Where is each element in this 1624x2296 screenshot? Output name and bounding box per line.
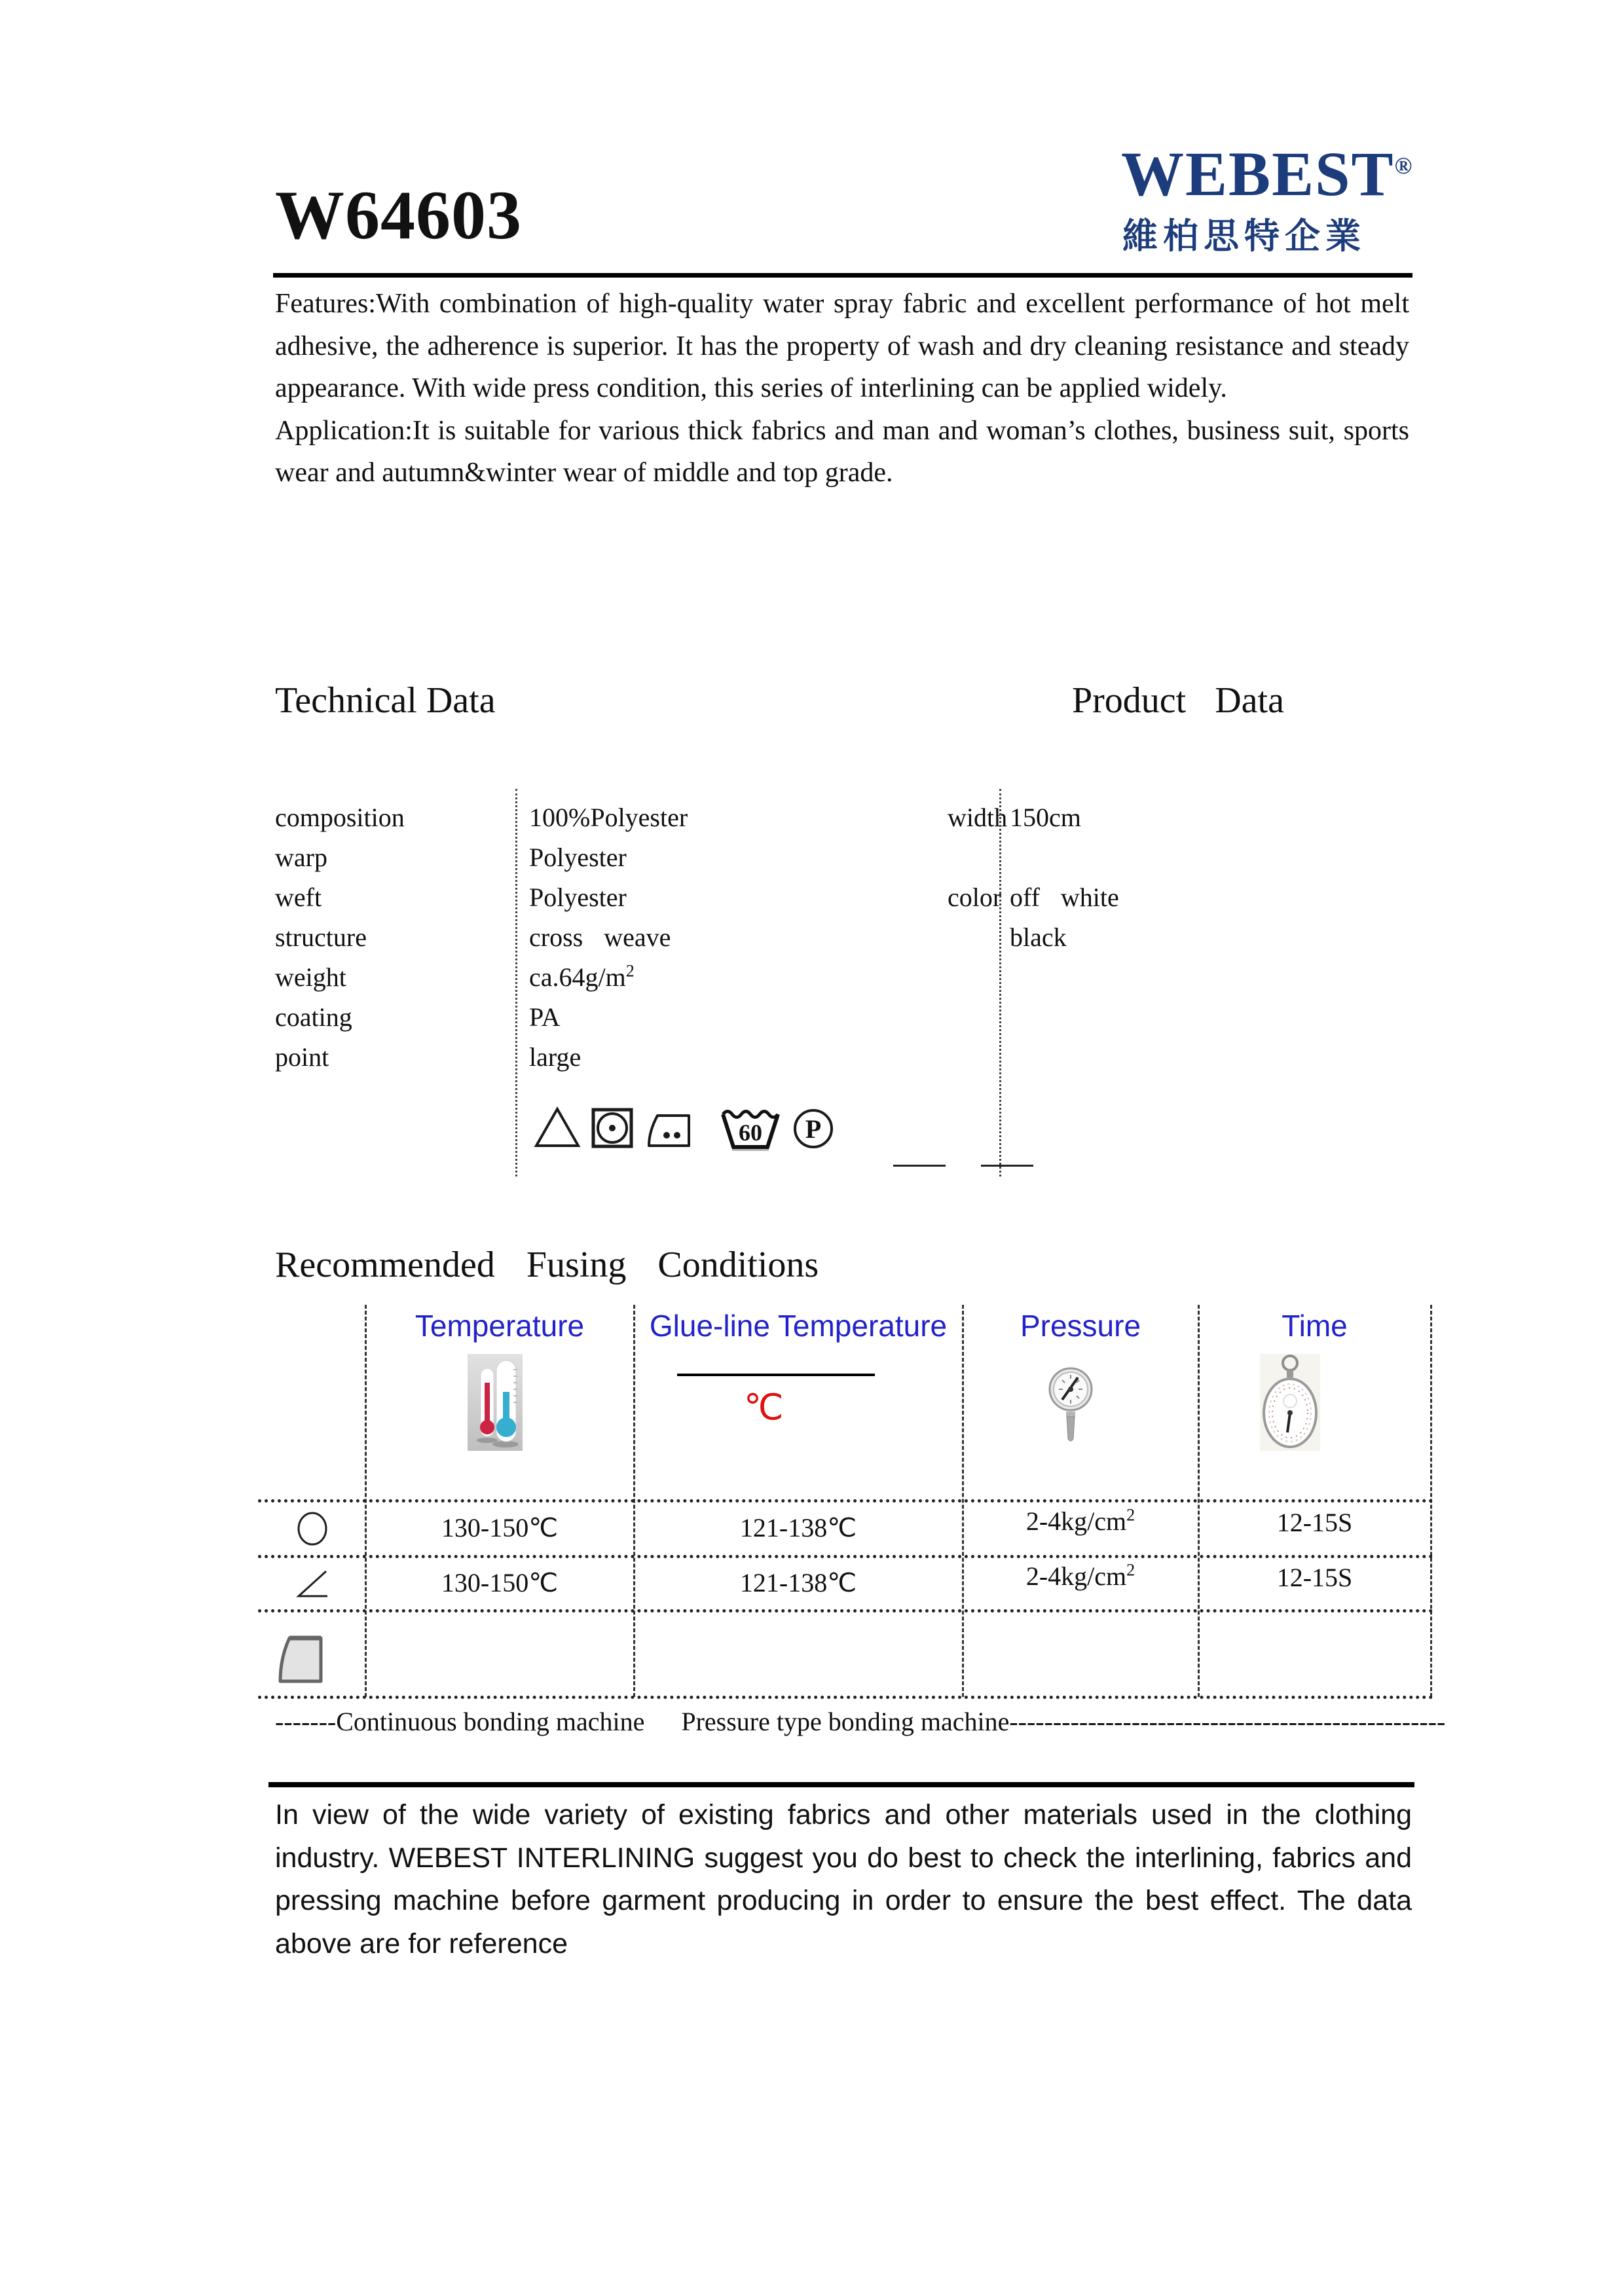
row3-iron-icon bbox=[275, 1629, 327, 1685]
tech-label-composition: composition bbox=[275, 803, 405, 832]
tumble-dry-icon bbox=[591, 1108, 633, 1148]
caption-pressure-machine: Pressure type bonding machine bbox=[681, 1707, 1010, 1736]
row1-temperature: 130-150℃ bbox=[441, 1513, 559, 1542]
tech-value-weft: Polyester bbox=[529, 883, 627, 912]
dry-clean-p-icon bbox=[792, 1108, 834, 1150]
application-paragraph: Application:It is suitable for various thick fabrics and man and woman’s clothes, business suit, sports wear and autumn&winter wear of middle and top grade. bbox=[275, 415, 1409, 488]
technical-data-heading: Technical Data bbox=[275, 680, 496, 721]
fusing-grid-h1 bbox=[258, 1499, 1433, 1503]
footer-divider bbox=[268, 1782, 1414, 1787]
caption-trail-dashes: -------------------------------------------------- bbox=[1009, 1707, 1446, 1736]
row2-glue-temperature: 121-138℃ bbox=[739, 1568, 857, 1597]
iron-two-dots-icon bbox=[646, 1109, 697, 1148]
row1-pressure: $2-4kg/cm^2$ bbox=[1025, 1505, 1135, 1536]
tech-label-weight: weight bbox=[275, 962, 346, 992]
fusing-grid-h2 bbox=[258, 1555, 1433, 1558]
caption-lead-dashes: ------- bbox=[275, 1707, 337, 1736]
header-divider bbox=[273, 273, 1412, 278]
do-not-bleach-triangle-icon bbox=[534, 1106, 581, 1148]
row2-temperature: 130-150℃ bbox=[441, 1568, 559, 1597]
features-paragraph: Features:With combination of high-quality water spray fabric and excellent performance of hot melt adhesive, the adherence is superior. It has the property of wash and dry cleaning resistance and steady appearance. With wide press condition, this series of interlining can be applied widely. bbox=[275, 289, 1409, 403]
glue-line-underline bbox=[677, 1374, 875, 1376]
registered-mark-icon: ® bbox=[1394, 153, 1414, 179]
dry-clean-letter: P bbox=[805, 1114, 822, 1144]
tech-value-point: large bbox=[529, 1042, 581, 1072]
tech-label-coating: coating bbox=[275, 1002, 352, 1032]
row2-time: 12-15S bbox=[1276, 1563, 1353, 1592]
tech-label-structure: structure bbox=[275, 922, 367, 952]
wash-temp-label: 60 bbox=[739, 1120, 762, 1146]
brand-chinese-name: 維柏思特企業 bbox=[1122, 215, 1366, 257]
glue-line-unit: ℃ bbox=[744, 1388, 784, 1427]
footer-note: In view of the wide variety of existing fabrics and other materials used in the clothing industry. WEBEST INTERLINING suggest you do best to check the interlining, fabrics and pressing machine before garment producing in order to ensure the best effect. The data above are for reference bbox=[275, 1799, 1412, 1959]
bonding-machine-caption bbox=[275, 1706, 1445, 1737]
fusing-grid-h3 bbox=[258, 1609, 1433, 1613]
wash-60-icon bbox=[719, 1105, 782, 1155]
pressure-gauge-icon bbox=[1048, 1347, 1094, 1457]
page-title: W64603 bbox=[275, 177, 522, 253]
stopwatch-icon bbox=[1259, 1353, 1321, 1452]
tech-label-weft: weft bbox=[275, 883, 322, 912]
tech-value-warp: Polyester bbox=[529, 843, 627, 872]
col-header-pressure: Pressure bbox=[1020, 1309, 1141, 1343]
tech-value-coating: PA bbox=[529, 1002, 561, 1032]
thermometer-icon bbox=[468, 1354, 523, 1451]
product-width-label: width bbox=[948, 803, 1008, 832]
row1-time: 12-15S bbox=[1276, 1508, 1353, 1537]
product-data-heading: Product Data bbox=[1072, 680, 1284, 721]
intro-block bbox=[275, 283, 1409, 494]
brand-logo bbox=[1121, 139, 1414, 209]
row2-pressure: $2-4kg/cm^2$ bbox=[1025, 1560, 1135, 1591]
product-color-value-1: off white bbox=[1010, 883, 1119, 912]
col-header-glue-line-temperature: Glue-line Temperature bbox=[649, 1309, 948, 1343]
tech-label-warp: warp bbox=[275, 843, 327, 872]
product-divider-line bbox=[999, 789, 1001, 1176]
tech-value-structure: cross weave bbox=[529, 922, 671, 952]
col-header-time: Time bbox=[1282, 1309, 1348, 1343]
product-width-value: 150cm bbox=[1010, 803, 1081, 832]
caption-continuous-machine: Continuous bonding machine bbox=[336, 1707, 645, 1736]
fusing-grid-h4 bbox=[258, 1696, 1433, 1699]
tech-value-composition: 100%Polyester bbox=[529, 803, 688, 832]
technical-divider-line bbox=[515, 789, 517, 1176]
tech-value-weight: $ca.64g/m^2$ bbox=[529, 961, 635, 992]
row2-angle-icon bbox=[293, 1567, 330, 1600]
weight-superscript: 2 bbox=[625, 961, 635, 981]
row1-glue-temperature: 121-138℃ bbox=[739, 1513, 857, 1542]
blank-line-1 bbox=[893, 1165, 946, 1167]
product-color-value-2: black bbox=[1010, 922, 1067, 952]
blank-line-2 bbox=[981, 1165, 1033, 1167]
tech-label-point: point bbox=[275, 1042, 329, 1072]
product-color-label: color bbox=[948, 883, 1002, 912]
col-header-temperature: Temperature bbox=[415, 1309, 585, 1343]
row1-circle-icon bbox=[296, 1511, 329, 1546]
fusing-conditions-heading: Recommended Fusing Conditions bbox=[275, 1245, 819, 1285]
brand-wordmark: WEBEST bbox=[1121, 139, 1395, 209]
